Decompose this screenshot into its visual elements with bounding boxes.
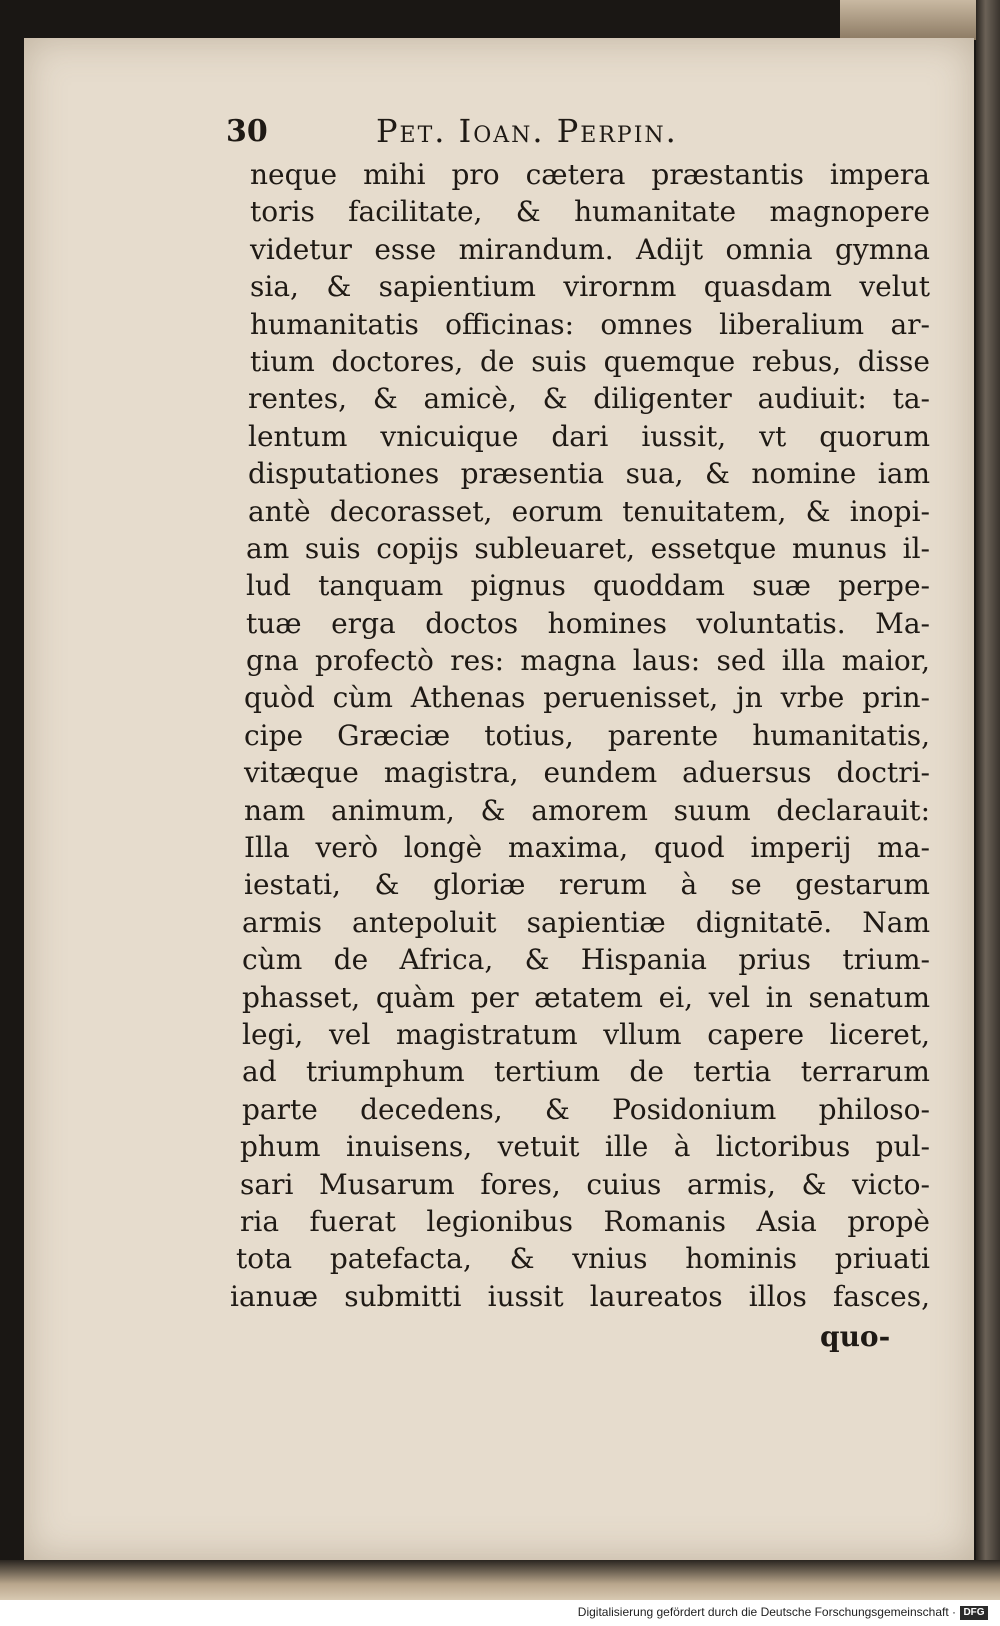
text-line: vitæque magistra, eundem aduersus doctri- (244, 756, 930, 790)
text-line: parte decedens, & Posidonium philoso- (242, 1092, 930, 1126)
dfg-logo: DFG (960, 1606, 988, 1620)
page-number: 30 (226, 114, 268, 149)
backing-board (976, 0, 1000, 1600)
page-header (226, 112, 826, 156)
text-line: gna profectò res: magna laus: sed illa maior, (246, 644, 930, 678)
text-line: humanitatis officinas: omnes liberalium ar- (250, 307, 930, 341)
footer-bar (0, 1600, 1000, 1626)
running-head: Pet. Ioan. Perpin. (376, 112, 678, 150)
text-line: toris facilitate, & humanitate magnopere (250, 195, 930, 229)
text-line: videtur esse mirandum. Adijt omnia gymna (250, 232, 930, 266)
text-line: lentum vnicuique dari iussit, vt quorum (248, 419, 930, 453)
text-line: quòd cùm Athenas peruenisset, jn vrbe prin- (244, 681, 930, 715)
text-line: tium doctores, de suis quemque rebus, disse (250, 344, 930, 378)
text-line: iestati, & gloriæ rerum à se gestarum (244, 868, 930, 902)
text-line: ianuæ submitti iussit laureatos illos fasces, (230, 1279, 930, 1313)
text-line: phasset, quàm per ætatem ei, vel in senatum (242, 980, 930, 1014)
text-line: armis antepoluit sapientiæ dignitatē. Nam (242, 905, 930, 939)
text-line: neque mihi pro cætera præstantis impera (250, 158, 930, 191)
text-line: am suis copijs subleuaret, essetque munus il- (246, 531, 930, 565)
catchword: quo- (820, 1320, 891, 1353)
text-line: phum inuisens, vetuit ille à lictoribus pul- (240, 1130, 930, 1164)
text-line: Illa verò longè maxima, quod imperij ma- (244, 831, 930, 865)
text-line: cipe Græciæ totius, parente humanitatis, (244, 718, 930, 752)
body-text (230, 156, 930, 1315)
text-line: sia, & sapientium virornm quasdam velut (250, 270, 930, 304)
text-line: lud tanquam pignus quoddam suæ perpe- (246, 569, 930, 603)
text-line: nam animum, & amorem suum declarauit: (244, 793, 930, 827)
text-line: ria fuerat legionibus Romanis Asia propè (240, 1204, 930, 1238)
text-line: disputationes præsentia sua, & nomine iam (248, 457, 930, 491)
text-line: ad triumphum tertium de tertia terrarum (242, 1055, 930, 1089)
text-line: tota patefacta, & vnius hominis priuati (236, 1242, 930, 1276)
text-line: tuæ erga doctos homines voluntatis. Ma- (246, 606, 930, 640)
funding-note: Digitalisierung gefördert durch die Deutsche Forschungsgemeinschaft · (577, 1605, 956, 1619)
text-line: cùm de Africa, & Hispania prius trium- (242, 943, 930, 977)
text-line: antè decorasset, eorum tenuitatem, & inopi- (248, 494, 930, 528)
text-line: legi, vel magistratum vllum capere liceret, (242, 1017, 930, 1051)
text-line: sari Musarum fores, cuius armis, & victo- (240, 1167, 930, 1201)
text-line: rentes, & amicè, & diligenter audiuit: ta- (248, 382, 930, 416)
bottom-edge (0, 1560, 1000, 1600)
